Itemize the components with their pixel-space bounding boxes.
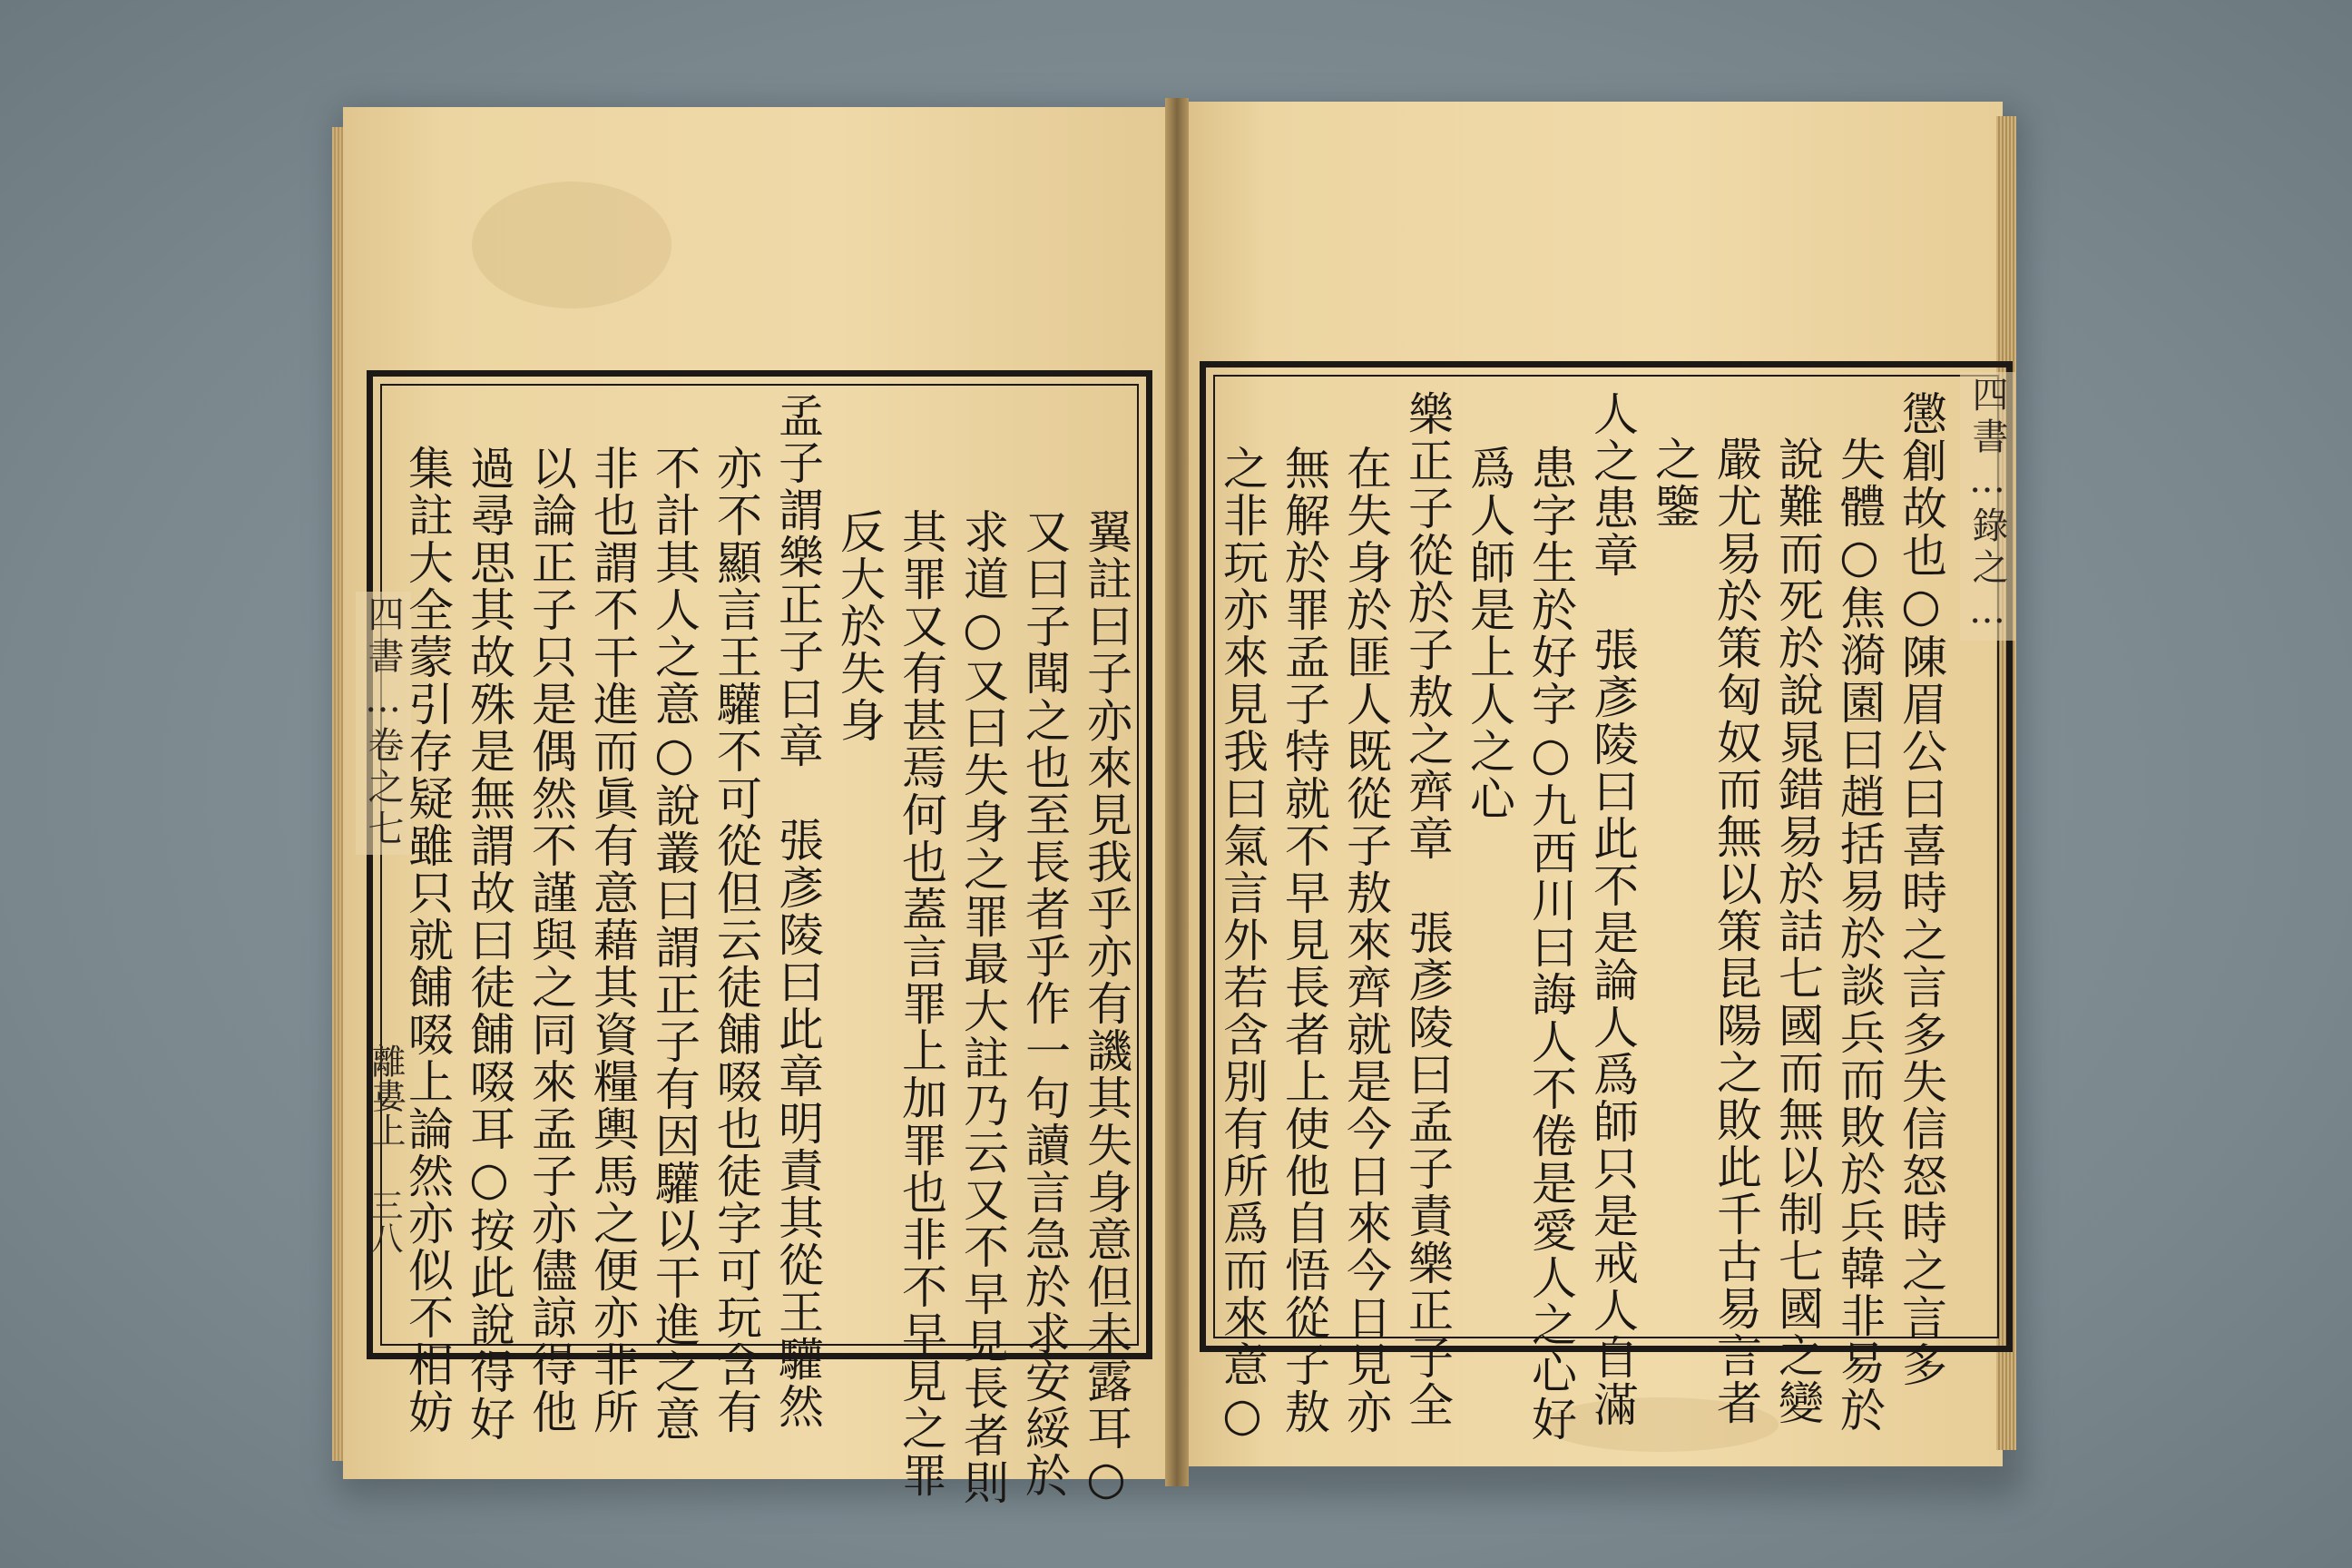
book-spine-gutter — [1165, 98, 1189, 1486]
text-column: 又曰子聞之也至長者乎作一句讀言急於求安綏於 — [1018, 508, 1071, 1499]
text-column: 之鑒 — [1648, 436, 1700, 530]
text-column: 無解於罪孟子特就不早見長者上使他自悟從子敖 — [1278, 445, 1330, 1436]
text-column: 以論正子只是偶然不謹與之同來孟子亦儘諒得他 — [524, 445, 577, 1436]
text-column: 失體○焦漪園曰趙括易於談兵而敗於兵韓非易於 — [1833, 436, 1886, 1434]
text-column: 過尋思其故殊是無謂故曰徒餔啜耳○按此說得好 — [463, 445, 515, 1443]
text-column: 非也謂不干進而眞有意藉其資糧輿馬之便亦非所 — [586, 445, 639, 1436]
page-number: 三八 — [366, 1189, 403, 1254]
text-column: 翼註曰子亦來見我乎亦有譏其失身意但未露耳○ — [1080, 508, 1132, 1506]
text-column: 其罪又有甚焉何也蓋言罪上加罪也非不早見之罪 — [895, 508, 947, 1499]
text-column: 說難而死於說晁錯易於詰七國而無以制七國之變 — [1771, 436, 1824, 1426]
text-column: 求道○又曰失身之罪最大註乃云又不早見長者則 — [956, 508, 1009, 1506]
text-column: 集註大全蒙引存疑雖只就餔啜上論然亦似不相妨 — [401, 445, 454, 1436]
text-column: 樂正子從於子敖之齊章 張彥陵曰孟子責樂正子全 — [1401, 390, 1454, 1428]
text-column: 懲創故也○陳眉公曰喜時之言多失信怒時之言多 — [1895, 390, 1947, 1388]
text-column: 不計其人之意○說叢曰謂正子有因驩以干進之意 — [648, 445, 701, 1443]
text-column: 人之患章 張彥陵曰此不是論人爲師只是戒人自滿 — [1586, 390, 1639, 1428]
chapter-tag: 離婁上 — [366, 1044, 406, 1147]
text-column: 在失身於匪人既從子敖來齊就是今日來今日見亦 — [1339, 445, 1392, 1436]
text-column: 之非玩亦來見我曰氣言外若含別有所爲而來意○ — [1216, 445, 1269, 1443]
text-column: 亦不顯言王驩不可從但云徒餔啜也徒字可玩含有 — [710, 445, 762, 1436]
text-column: 反大於失身 — [833, 508, 886, 744]
left-banner: 四書…卷之七 — [356, 592, 411, 855]
text-column: 患字生於好字○九西川曰誨人不倦是愛人之心好 — [1524, 445, 1577, 1443]
right-banner: 四書…錄之… — [1960, 372, 2015, 641]
text-column: 爲人師是上人之心 — [1463, 445, 1515, 822]
text-column: 孟子謂樂正子曰章 張彥陵曰此章明責其從王驩然 — [771, 392, 824, 1430]
text-column: 嚴尤易於策匈奴而無以策昆陽之敗此千古易言者 — [1710, 436, 1762, 1426]
paper-stain — [472, 181, 671, 309]
